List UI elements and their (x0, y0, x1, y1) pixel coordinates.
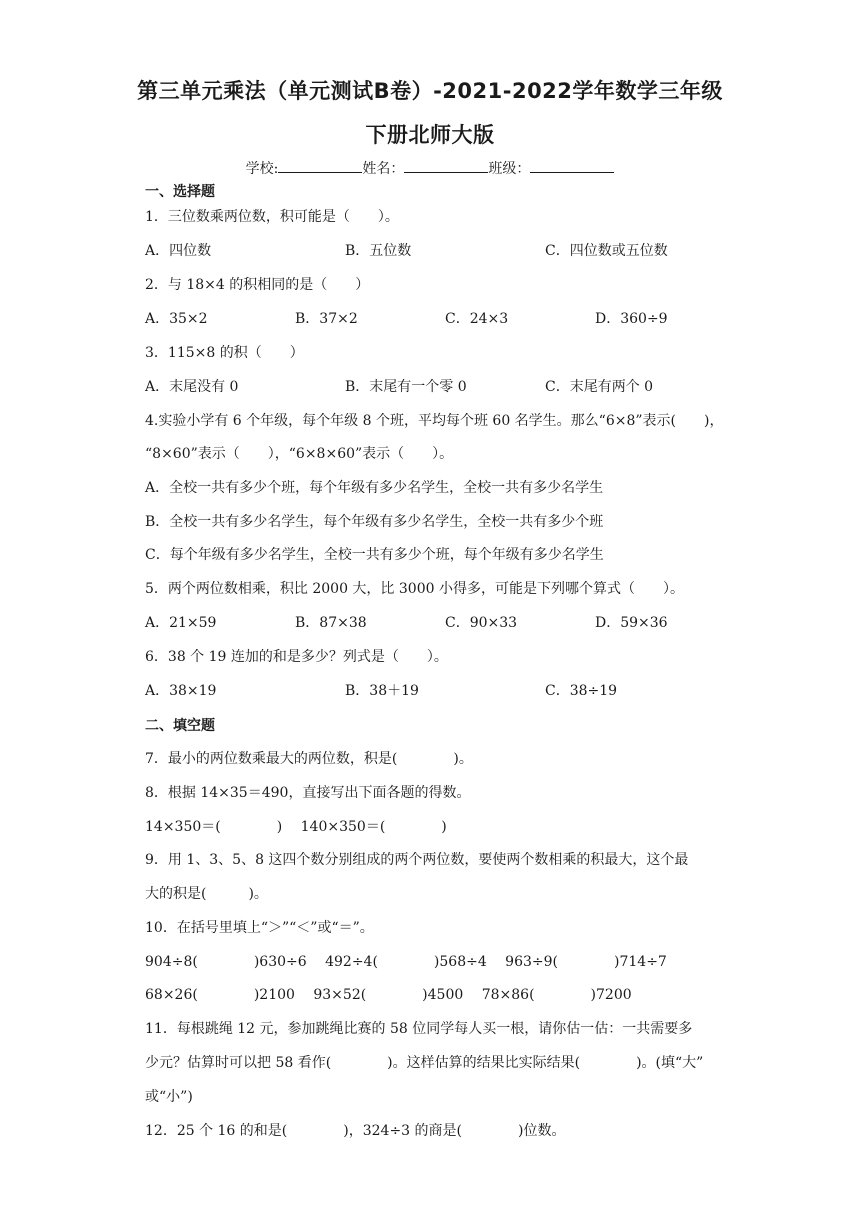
question-5: 5．两个两位数相乘，积比 2000 大，比 3000 小得多，可能是下列哪个算式（ ）。 (145, 581, 684, 597)
title-line-1: 第三单元乘法（单元测试B卷）-2021-2022学年数学三年级 (137, 79, 723, 103)
q2-option-b[interactable]: B．37×2 (295, 311, 358, 327)
q6-option-c[interactable]: C．38÷19 (545, 683, 618, 699)
q4-option-b[interactable]: B．全校一共有多少名学生，每个年级有多少名学生，全校一共有多少个班 (145, 514, 604, 530)
q5-option-b[interactable]: B．87×38 (295, 615, 367, 631)
question-3: 3．115×8 的积（ ） (145, 345, 304, 361)
question-10-line-3: 68×26( )2100 93×52( )4500 78×86( )7200 (145, 987, 632, 1003)
q1-option-a[interactable]: A．四位数 (145, 243, 212, 259)
class-blank[interactable] (530, 160, 614, 173)
question-6: 6．38 个 19 连加的和是多少？列式是（ ）。 (145, 649, 448, 665)
school-label: 学校: (245, 161, 279, 177)
title-line-2: 下册北师大版 (365, 123, 495, 147)
q5-option-d[interactable]: D．59×36 (595, 615, 668, 631)
q6-option-b[interactable]: B．38＋19 (345, 683, 419, 699)
question-8-line-1: 8．根据 14×35＝490，直接写出下面各题的得数。 (145, 785, 471, 801)
section-heading-fill: 二、填空题 (145, 718, 215, 734)
question-11-line-1: 11．每根跳绳 12 元，参加跳绳比赛的 58 位同学每人买一根，请你估一估：一共需要多 (145, 1021, 693, 1037)
q3-option-b[interactable]: B．末尾有一个零 0 (345, 379, 467, 395)
name-label: 姓名： (362, 161, 405, 177)
question-2: 2．与 18×4 的积相同的是（ ） (145, 277, 370, 293)
q4-option-c[interactable]: C．每个年级有多少名学生，全校一共有多少个班，每个年级有多少名学生 (145, 547, 604, 563)
q2-option-d[interactable]: D．360÷9 (595, 311, 668, 327)
class-label: 班级： (488, 161, 531, 177)
question-9-line-2: 大的积是( )。 (145, 886, 268, 902)
question-10-line-1: 10．在括号里填上“＞”“＜”或“＝”。 (145, 920, 374, 936)
q4-option-a[interactable]: A．全校一共有多少个班，每个年级有多少名学生，全校一共有多少名学生 (145, 480, 604, 496)
question-8-line-2: 14×350＝( ) 140×350＝( ) (145, 819, 447, 835)
q2-option-c[interactable]: C．24×3 (445, 311, 509, 327)
question-11-line-3: 或“小”) (145, 1089, 193, 1105)
q5-option-a[interactable]: A．21×59 (145, 615, 217, 631)
q1-option-c[interactable]: C．四位数或五位数 (545, 243, 668, 259)
q2-option-a[interactable]: A．35×2 (145, 311, 208, 327)
question-1: 1．三位数乘两位数，积可能是（ ）。 (145, 209, 399, 225)
question-4-line-1: 4.实验小学有 6 个年级，每个年级 8 个班，平均每个班 60 名学生。那么“6×8”表示( )， (145, 413, 724, 429)
student-info-row (0, 158, 860, 178)
q5-option-c[interactable]: C．90×33 (445, 615, 518, 631)
name-blank[interactable] (404, 160, 488, 173)
question-7: 7．最小的两位数乘最大的两位数，积是( )。 (145, 751, 473, 767)
school-blank[interactable] (278, 160, 362, 173)
question-10-line-2: 904÷8( )630÷6 492÷4( )568÷4 963÷9( )714÷7 (145, 954, 667, 970)
q1-option-b[interactable]: B．五位数 (345, 243, 412, 259)
question-4-line-2: “8×60”表示（ ），“6×8×60”表示（ ）。 (145, 446, 454, 462)
q6-option-a[interactable]: A．38×19 (145, 683, 217, 699)
section-heading-choice: 一、选择题 (145, 184, 215, 200)
question-9-line-1: 9．用 1、3、5、8 这四个数分别组成的两个两位数，要使两个数相乘的积最大，这个最 (145, 852, 689, 868)
question-12: 12．25 个 16 的和是( )，324÷3 的商是( )位数。 (145, 1123, 566, 1139)
q3-option-a[interactable]: A．末尾没有 0 (145, 379, 239, 395)
q3-option-c[interactable]: C．末尾有两个 0 (545, 379, 654, 395)
question-11-line-2: 少元？估算时可以把 58 看作( )。这样估算的结果比实际结果( )。(填“大” (145, 1055, 704, 1071)
